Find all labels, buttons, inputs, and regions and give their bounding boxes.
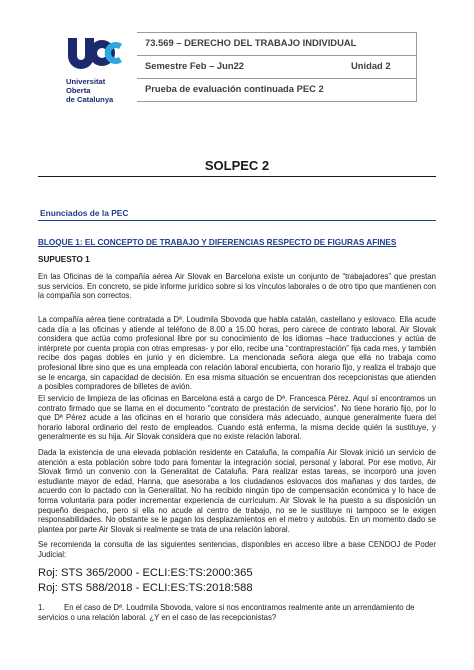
paragraph-limpieza: El servicio de limpieza de las oficinas en Barcelona está a cargo de Dª. Francesca Pérez. Aquí sí encontramos un contrato firmado que se llama en el documento "contrato de prestación de servicios". No tiene horario fijo, por lo que Dª Pérez acude a las oficinas en el horario que considera más adecuado, aunque generalmente fuera del horario laboral ordinario del resto de empleados. Cuando está enferma, la misma decide quién la sustituye, y generalmente es su hija. Air Slovak considera que no existe relación laboral. [38, 394, 436, 442]
bloque-heading: BLOQUE 1: EL CONCEPTO DE TRABAJO Y DIFERENCIAS RESPECTO DE FIGURAS AFINES [38, 238, 397, 247]
question-text: En el caso de Dª. Loudmila Sbovoda, valore si nos encontramos realmente ante un arrendamiento de servicios o una relación laboral. ¿Y en el caso de las recepcionistas? [38, 603, 415, 622]
logo-line-3: de Catalunya [66, 95, 114, 104]
header-divider-2 [137, 78, 416, 79]
section-heading-box [38, 205, 436, 221]
document-title: SOLPEC 2 [204, 158, 270, 173]
paragraph-hanna: Dada la existencia de una elevada población residente en Cataluña, la compañía Air Slovak inició un servicio de atención a esta población sobre todo para fomentar la integración social, personal y laboral. Por ese motivo, Air Slovak firmó un convenio con la Generalitat de Cataluña. Para realizar estas tareas, se incorporó una joven estudiante mayor de edad, Hanna, que asesoraba a los ciudadanos eslovacos dos mañanas y dos tardes, de acuerdo con lo pactado con la Generalitat. No ha recibido ningún tipo de compensación económica y lo hace de forma voluntaria para poder incrementar experiencia de currículum. Air Slovak le ha puesto a su disposición un pequeño despacho, pero si ella no acude al centro de trabajo, no se le sustituye ni tampoco se le exigen responsabilidades. No obstante se le pagan los desplazamientos en el metro y autobús. En un momento dado se plantea por parte Air Slovak si realmente se trata de una relación laboral. [38, 448, 436, 534]
reference-1: Roj: STS 365/2000 - ECLI:ES:TS:2000:365 [38, 567, 253, 579]
question-number: 1. [38, 603, 45, 612]
question-1 [38, 603, 436, 622]
supuesto-heading: SUPUESTO 1 [38, 255, 90, 264]
course-header [137, 32, 417, 102]
paragraph-intro: En las Oficinas de la compañía aérea Air Slovak en Barcelona existe un conjunto de “trabajadores” que prestan sus servicios. En concreto, se pide informe jurídico sobre si los vínculos laborales o de otro tipo que mantienen con la compañía son correctos. [38, 272, 436, 301]
header-divider-1 [137, 55, 416, 56]
activity-label: Prueba de evaluación continuada PEC 2 [145, 83, 324, 94]
semester-label: Semestre Feb – Jun22 [145, 60, 245, 71]
course-title: 73.569 – DERECHO DEL TRABAJO INDIVIDUAL [145, 37, 357, 48]
uoc-logo-mark [66, 36, 122, 70]
paragraph-sbovoda: La compañía aérea tiene contratada a Dª. Loudmila Sbovoda que habla catalán, castellano y eslovaco. Ella acude cada día a las oficinas y atiende al teléfono de 8.00 a 15.00 horas, pero carece de contrato laboral. Air Slovak considera que actúa como profesional libre por su conocimiento de los idiomas –hace traducciones y actúa de intérprete por cuenta propia con otras empresas- y por ello, recibe una “contraprestación” fija cada mes, y también recibe dos pagas dobles en junio y en diciembre. La mencionada señora alega que ella no trabaja como profesional libre sino que es una empleada con relación laboral encubierta, con horario fijo, y realiza el trabajo que se le encarga, sin capacidad de decisión. En esa misma situación se encuentran dos recepcionistas que atienden a posibles compradores de billetes de avión. [38, 315, 436, 392]
uoc-logo [66, 36, 126, 104]
logo-line-1: Universitat [66, 77, 106, 86]
unit-label: Unidad 2 [351, 60, 391, 71]
title-rule [38, 176, 436, 177]
reference-2: Roj: STS 588/2018 - ECLI:ES:TS:2018:588 [38, 582, 253, 594]
section-heading: Enunciados de la PEC [40, 208, 129, 218]
paragraph-recommendation: Se recomienda la consulta de las siguientes sentencias, disponibles en acceso libre a base CENDOJ de Poder Judicial: [38, 540, 436, 559]
uoc-logo-text [66, 77, 126, 104]
logo-line-2: Oberta [66, 86, 91, 95]
